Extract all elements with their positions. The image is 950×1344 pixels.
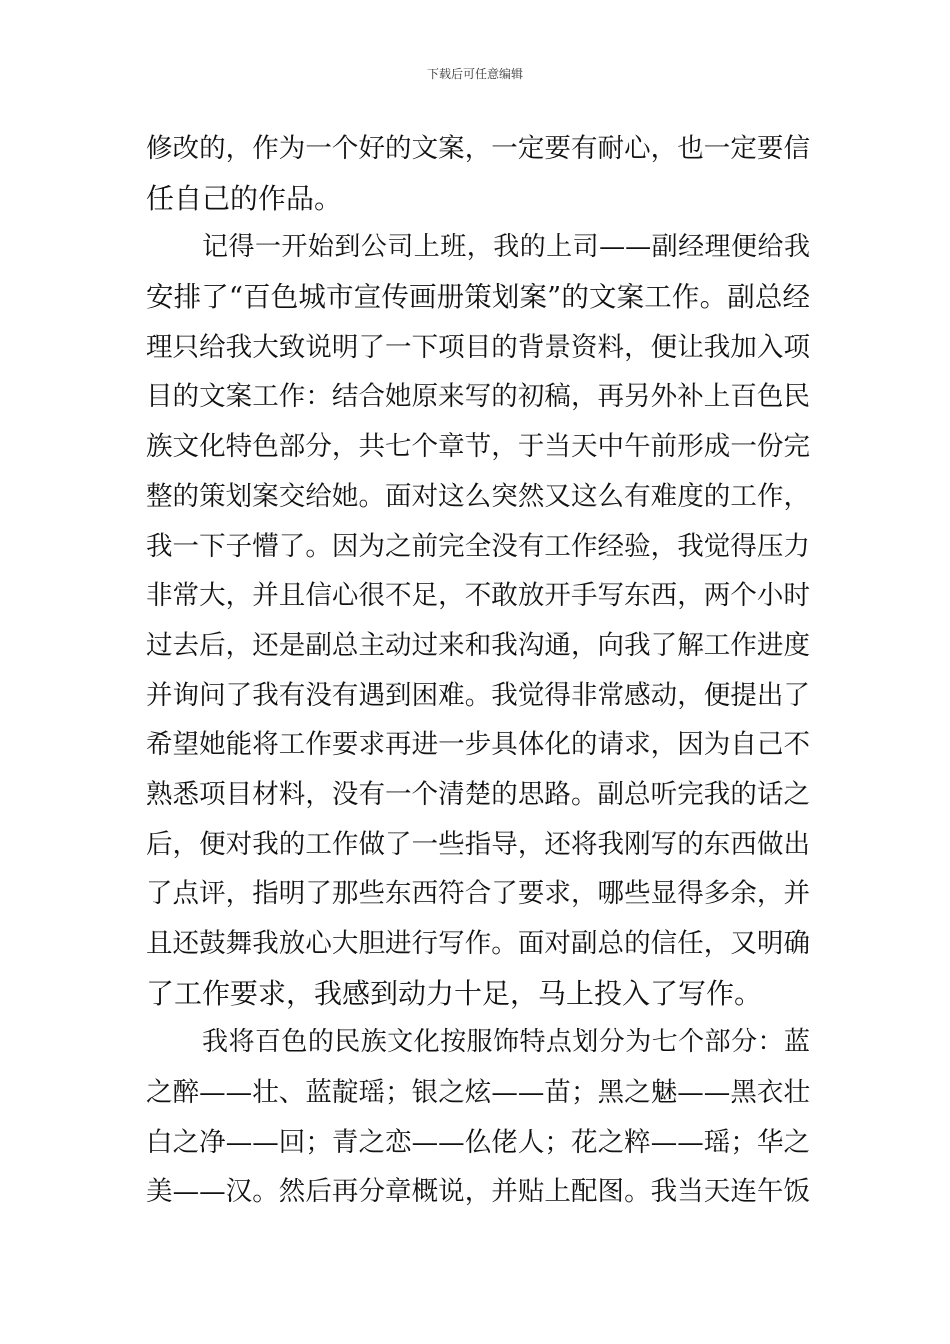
text-line: 安排了“百色城市宣传画册策划案”的文案工作。副总经 <box>146 281 810 314</box>
text-line: 修改的，作为一个好的文案，一定要有耐心，也一定要信 <box>146 133 810 164</box>
text-line: 记得一开始到公司上班，我的上司——副经理便给我 <box>202 232 810 263</box>
page-header: 下载后可任意编辑 <box>426 67 523 81</box>
text-line: 我将百色的民族文化按服饰特点划分为七个部分：蓝 <box>202 1027 810 1058</box>
text-line: 任自己的作品。 <box>146 181 343 215</box>
text-line: 目的文案工作：结合她原来写的初稿，再另外补上百色民 <box>146 381 810 413</box>
text-line: 理只给我大致说明了一下项目的背景资料，便让我加入项 <box>146 331 810 363</box>
text-line: 白之净——回；青之恋——仫佬人；花之粹——瑶；华之 <box>146 1126 810 1158</box>
text-line: 美——汉。然后再分章概说，并贴上配图。我当天连午饭 <box>146 1176 810 1208</box>
text-line: 熟悉项目材料，没有一个清楚的思路。副总听完我的话之 <box>146 778 810 810</box>
text-line: 并询问了我有没有遇到困难。我觉得非常感动，便提出了 <box>146 679 810 711</box>
text-line: 且还鼓舞我放心大胆进行写作。面对副总的信任，又明确 <box>146 928 810 959</box>
text-line: 非常大，并且信心很不足，不敢放开手写东西，两个小时 <box>146 580 810 612</box>
text-line: 族文化特色部分，共七个章节，于当天中午前形成一份完 <box>146 431 810 463</box>
body-text <box>146 124 810 1217</box>
text-line: 后，便对我的工作做了一些指导，还将我刚写的东西做出 <box>146 828 810 860</box>
text-line: 希望她能将工作要求再进一步具体化的请求，因为自己不 <box>146 729 810 761</box>
text-line: 之醉——壮、蓝靛瑶；银之炫——苗；黑之魅——黑衣壮 <box>146 1077 810 1109</box>
text-line: 过去后，还是副总主动过来和我沟通，向我了解工作进度 <box>146 629 810 661</box>
text-line: 了点评，指明了那些东西符合了要求，哪些显得多余，并 <box>146 878 810 910</box>
text-line: 了工作要求，我感到动力十足，马上投入了写作。 <box>146 976 763 1010</box>
text-line: 整的策划案交给她。面对这么突然又这么有难度的工作， <box>146 480 810 512</box>
text-line: 我一下子懵了。因为之前完全没有工作经验，我觉得压力 <box>146 530 810 562</box>
